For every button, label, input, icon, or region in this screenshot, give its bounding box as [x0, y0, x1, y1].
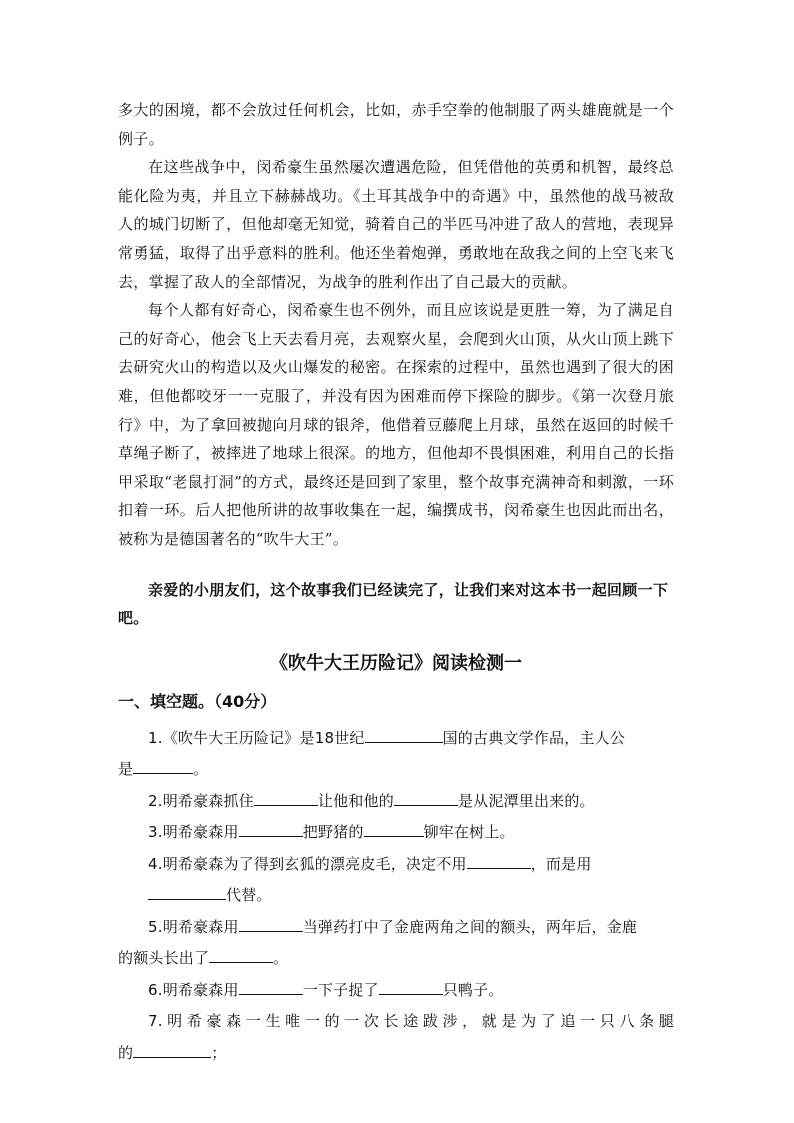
question-1-text-d: 。: [193, 760, 209, 779]
question-1-text-a: 1.《吹牛大王历险记》是18世纪: [148, 728, 365, 747]
question-5-text-b: 当弹药打中了金鹿两角之间的额头，两年后，金鹿: [302, 917, 638, 936]
answer-blank[interactable]: [133, 760, 193, 775]
answer-blank[interactable]: [467, 854, 531, 869]
question-7-text-c: ；: [211, 1043, 227, 1062]
quiz-title: 《吹牛大王历险记》阅读检测一: [270, 652, 522, 674]
story-quote-mouse-digging: “老鼠打洞”: [164, 472, 243, 491]
question-4-text-b: ，而是用: [530, 854, 592, 873]
question-5-text-a: 5.明希豪森用: [148, 917, 239, 936]
answer-blank[interactable]: [379, 980, 443, 995]
question-7-continued: [118, 1038, 674, 1070]
question-4-text-c: 代替。: [226, 886, 272, 905]
question-2-text-b: 让他和他的: [317, 791, 394, 810]
question-6: [118, 975, 674, 1007]
section-heading-fill-in: 一、填空题。（40分）: [118, 691, 277, 711]
question-2: [118, 786, 674, 818]
question-4: [118, 849, 674, 881]
answer-blank[interactable]: [394, 791, 458, 806]
reader-note: 亲爱的小朋友们，这个故事我们已经读完了，让我们来对这本书一起回顾一下吧。: [118, 580, 669, 628]
answer-blank[interactable]: [148, 886, 226, 901]
question-3: [118, 817, 674, 849]
page-content: [118, 96, 674, 1069]
question-3-text-b: 把野猪的: [302, 823, 364, 842]
story-paragraph-3-part-2: 的方式，最终还是回到了家里，整个故事充满神奇和刺激，一环扣着一环。后人把他所讲的故事收集在一起，编撰成书，闵希豪生也因此而出名，被称为是德国著名的“吹牛大王”。: [118, 472, 675, 548]
question-5-continued: [118, 943, 674, 975]
answer-blank[interactable]: [239, 980, 303, 995]
question-7-text-b: 的: [118, 1043, 134, 1062]
question-4-continued: [118, 880, 674, 912]
question-6-text-a: 6.明希豪森用: [148, 980, 239, 999]
question-3-text-a: 3.明希豪森用: [148, 823, 239, 842]
story-paragraph-3-part-1: 每个人都有好奇心，闵希豪生也不例外，而且应该说是更胜一筹，为了满足自己的好奇心，他会飞上天去看月亮，去观察火星，会爬到火山顶，从火山顶上跳下去研究火山的构造以及火山爆发的秘密。在探索的过程中，虽然也遇到了很大的困难，但他都咬牙一一克服了，并没有因为困难而停下探险的脚步。《第一次登月旅行》中，为了拿回被抛向月球的银斧，他借着豆藤爬上月球，虽然在返回的时候千草绳子断了，被摔进了地球上很深。的地方，但他却不畏惧困难，利用自己的长指甲采取: [118, 301, 674, 491]
question-2-text-c: 是从泥潭里出来的。: [457, 791, 595, 810]
question-1-text-c: 是: [118, 760, 134, 779]
question-5: [118, 912, 674, 944]
question-6-text-c: 只鸭子。: [442, 980, 504, 999]
answer-blank[interactable]: [365, 728, 443, 743]
spacer: [118, 554, 674, 576]
question-5-text-d: 。: [273, 949, 289, 968]
answer-blank[interactable]: [239, 823, 303, 838]
answer-blank[interactable]: [239, 917, 303, 932]
story-paragraph-1: 多大的困境，都不会放过任何机会，比如，赤手空拳的他制服了两头雄鹿就是一个例子。: [118, 101, 674, 148]
question-2-text-a: 2.明希豪森抓住: [148, 791, 254, 810]
answer-blank[interactable]: [209, 949, 273, 964]
question-6-text-b: 一下子捉了: [302, 980, 379, 999]
answer-blank[interactable]: [133, 1043, 211, 1058]
story-paragraph-3: [118, 296, 674, 553]
question-1-continued: [118, 754, 674, 786]
question-3-text-c: 铆牢在树上。: [423, 823, 515, 842]
question-1: [118, 723, 674, 755]
question-4-text-a: 4.明希豪森为了得到玄狐的漂亮皮毛，决定不用: [148, 854, 467, 873]
question-1-text-b: 国的古典文学作品，主人公: [442, 728, 626, 747]
story-paragraph-2: 在这些战争中，闵希豪生虽然屡次遭遇危险，但凭借他的英勇和机智，最终总能化险为夷，并且立下赫赫战功。《土耳其战争中的奇遇》中，虽然他的战马被敌人的城门切断了，但他却毫无知觉，骑着自己的半匹马冲进了敌人的营地，表现异常勇猛，取得了出乎意料的胜利。他还坐着炮弹，勇敢地在敌我之间的上空飞来飞去，掌握了敌人的全部情况，为战争的胜利作出了自己最大的贡献。: [118, 158, 674, 291]
question-5-text-c: 的额头长出了: [118, 949, 210, 968]
answer-blank[interactable]: [364, 823, 424, 838]
question-7: 7.明希豪森一生唯一的一次长途跋涉，就是为了追一只八条腿: [148, 1012, 674, 1031]
answer-blank[interactable]: [254, 791, 318, 806]
